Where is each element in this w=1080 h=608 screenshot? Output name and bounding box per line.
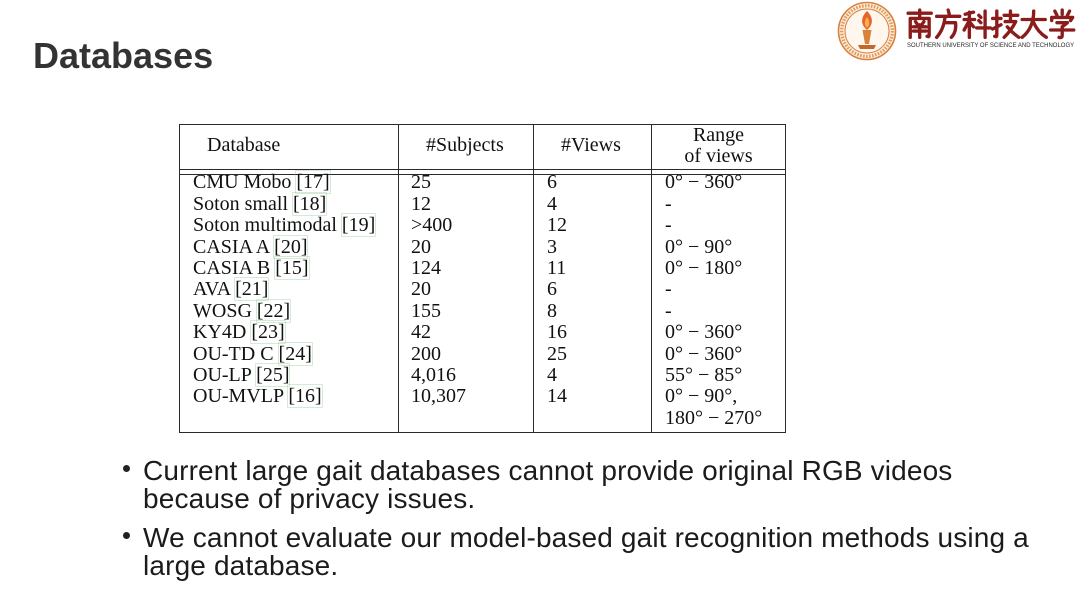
table-row <box>179 215 786 236</box>
cell-subjects: 155 <box>411 299 441 322</box>
cell-range-of-views <box>665 172 786 193</box>
citation-ref: [23] <box>251 321 285 344</box>
header-views: #Views <box>561 134 621 156</box>
database-name: OU-TD C <box>193 342 274 365</box>
table-row <box>179 258 786 279</box>
glyph-xue <box>1051 10 1074 38</box>
citation-ref: [22] <box>256 299 291 322</box>
table-row <box>179 279 786 300</box>
header-range-line: of views <box>684 144 753 167</box>
bullet-item <box>143 457 952 512</box>
database-name: CASIA B <box>193 256 271 279</box>
bullet-line: Current large gait databases cannot provide original RGB videos <box>143 455 953 486</box>
cell-range-of-views <box>665 279 786 300</box>
cell-views: 25 <box>547 342 567 365</box>
cell-database <box>193 279 411 300</box>
university-seal-icon <box>837 1 897 61</box>
bullet-marker <box>123 532 130 539</box>
table-row <box>179 194 786 215</box>
cell-subjects: 4,016 <box>411 363 456 386</box>
table-row <box>179 237 786 258</box>
range-line: 0° − 90° <box>665 235 733 258</box>
cell-views: 11 <box>547 256 567 279</box>
cell-range-of-views <box>665 365 786 386</box>
cell-subjects: 200 <box>411 342 441 365</box>
cell-views: 6 <box>547 278 557 301</box>
range-line: - <box>665 278 672 301</box>
university-name-english: SOUTHERN UNIVERSITY OF SCIENCE AND TECHNOLOGY <box>907 43 1075 49</box>
cell-subjects: >400 <box>411 214 453 237</box>
header-range-of-views <box>651 124 786 167</box>
databases-table <box>179 124 786 433</box>
glyph-nan <box>908 10 931 37</box>
bullet-marker <box>123 465 130 472</box>
glyph-da <box>1022 11 1046 37</box>
cell-database <box>193 215 411 236</box>
cell-database <box>193 258 411 279</box>
cell-database <box>193 386 411 429</box>
glyph-fang <box>937 10 960 37</box>
cell-views: 14 <box>547 385 567 408</box>
database-name: AVA <box>193 278 231 301</box>
cell-views: 12 <box>547 214 567 237</box>
citation-ref: [18] <box>293 192 327 215</box>
table-row <box>179 301 786 322</box>
university-name-calligraphy <box>905 7 1077 41</box>
cell-range-of-views <box>665 322 786 343</box>
bullet-line: We cannot evaluate our model-based gait recognition methods using a <box>143 522 1029 553</box>
cell-range-of-views <box>665 194 786 215</box>
citation-ref: [16] <box>288 385 322 408</box>
cell-subjects: 12 <box>411 192 431 215</box>
range-line: 0° − 90°, <box>665 385 738 408</box>
cell-range-of-views <box>665 386 786 429</box>
bullet-line: large database. <box>143 549 339 581</box>
cell-database <box>193 365 411 386</box>
database-name: CASIA A <box>193 235 270 258</box>
database-name: WOSG <box>193 299 252 322</box>
citation-ref: [21] <box>235 278 269 301</box>
database-name: OU-MVLP <box>193 385 284 408</box>
cell-database <box>193 322 411 343</box>
cell-subjects: 124 <box>411 256 441 279</box>
citation-ref: [19] <box>341 214 376 237</box>
range-line: 0° − 180° <box>665 256 743 279</box>
citation-ref: [24] <box>278 342 312 365</box>
cell-subjects: 20 <box>411 278 431 301</box>
table-row <box>179 365 786 386</box>
citation-ref: [20] <box>274 235 308 258</box>
table-row <box>179 386 786 429</box>
glyph-ke <box>964 11 990 37</box>
table-body <box>179 172 786 429</box>
header-rule-top <box>179 169 786 170</box>
cell-views: 8 <box>547 299 557 322</box>
database-name: KY4D <box>193 321 247 344</box>
range-line: 55° − 85° <box>665 363 743 386</box>
cell-views: 3 <box>547 235 557 258</box>
database-name: Soton small <box>193 192 289 215</box>
glyph-ji <box>993 11 1019 37</box>
range-line: - <box>665 192 672 215</box>
seal-base <box>858 45 876 49</box>
database-name: CMU Mobo <box>193 171 292 194</box>
range-line: 0° − 360° <box>665 342 743 365</box>
cell-subjects: 10,307 <box>411 385 466 408</box>
cell-database <box>193 301 411 322</box>
range-line: - <box>665 214 672 237</box>
database-name: Soton multimodal <box>193 214 337 237</box>
page-title: Databases <box>33 35 214 76</box>
cell-views: 4 <box>547 192 557 215</box>
cell-range-of-views <box>665 237 786 258</box>
cell-range-of-views <box>665 258 786 279</box>
range-line: 180° − 270° <box>665 406 763 429</box>
range-line: 0° − 360° <box>665 321 743 344</box>
cell-database <box>193 237 411 258</box>
database-name: OU-LP <box>193 363 252 386</box>
cell-views: 6 <box>547 171 557 194</box>
cell-database <box>193 344 411 365</box>
header-range-line: Range <box>692 123 745 146</box>
cell-range-of-views <box>665 344 786 365</box>
header-subjects: #Subjects <box>426 134 504 156</box>
cell-views: 16 <box>547 321 567 344</box>
cell-range-of-views <box>665 215 786 236</box>
cell-views: 4 <box>547 363 557 386</box>
citation-ref: [25] <box>256 363 290 386</box>
bullet-item <box>143 524 1029 579</box>
header-database: Database <box>207 134 281 156</box>
citation-ref: [15] <box>275 256 309 279</box>
table-row <box>179 172 786 193</box>
bullet-line: because of privacy issues. <box>143 482 476 514</box>
range-line: 0° − 360° <box>665 171 743 194</box>
range-line: - <box>665 299 672 322</box>
table-row <box>179 344 786 365</box>
cell-subjects: 20 <box>411 235 431 258</box>
cell-subjects: 25 <box>411 171 431 194</box>
cell-range-of-views <box>665 301 786 322</box>
table-row <box>179 322 786 343</box>
cell-subjects: 42 <box>411 321 431 344</box>
cell-database <box>193 172 411 193</box>
cell-database <box>193 194 411 215</box>
citation-ref: [17] <box>296 171 330 194</box>
